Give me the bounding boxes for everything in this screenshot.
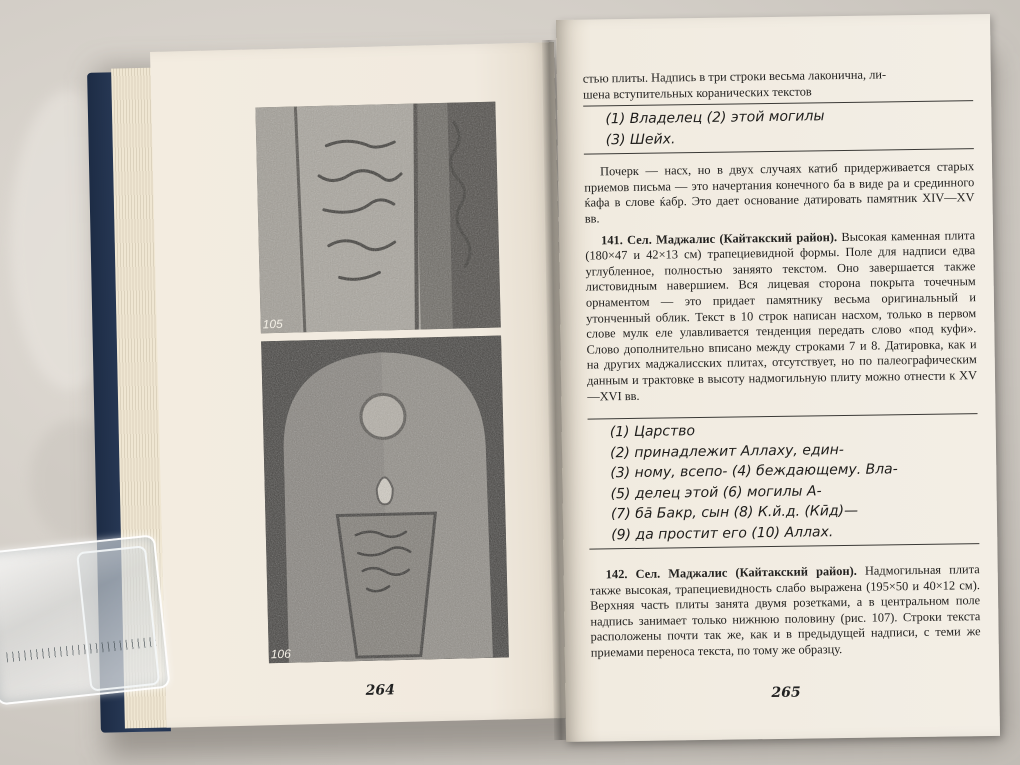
ruler-body [0,534,171,705]
paragraph-script: Почерк — насх, но в двух случаях катиб придерживается старых приемов письма — это начертания конечного ба в виде ра и срединного ќафа в слове ќабр. Это дает основание датировать памятник XIV—XV вв. [584,159,975,226]
inscription-2 [588,417,980,545]
entry-142-text: Надмогильная плита также высокая, трапециевидность слабо выражена (195×50 и 40×12 см). Верхняя часть плиты занята двумя розетками, а в центральном поле надпись занимает только нижнюю половину (рис. 107). Строки текста расположены почти так же, как и в предыдущей надписи, с теми же приемами переноса текста, по тому же образцу. [589,562,981,660]
page-number-265: 265 [771,684,801,702]
inscription-1 [583,104,974,150]
plastic-ruler [0,519,190,738]
left-page [150,42,570,728]
intro-line: стью плиты. Надпись в три строки весьма лаконична, ли- [582,67,887,86]
gravestone-photo-105-image [255,102,500,334]
gravestone-photo-106-image [261,336,509,664]
right-page-text [583,66,981,661]
photo-number-106: 106 [270,646,291,662]
page-number-264: 264 [365,682,396,699]
entry-141-heading: 141. Сел. Маджалис (Кайтакский район). [600,229,838,247]
intro-line: шена вступительных коранических текстов [582,84,812,102]
ruler-slot [76,545,160,692]
entry-142-heading: 142. Сел. Маджалис (Кайтакский район). [605,563,857,582]
inscription-line: (1) Владелец (2) этой могилы [605,108,825,128]
inscription-line: (5) делец этой (6) могилы А- [610,482,822,502]
gravestone-photo-106 [261,336,509,664]
entry-141 [585,228,977,405]
inscription-line: (3) Шейх. [605,131,676,149]
gravestone-photo-105 [255,102,500,334]
entry-142 [590,562,981,661]
inscription-line: (2) принадлежит Аллаху, един- [609,441,844,461]
inscription-line: (3) ному, всепо- (4) беждающему. Вла- [610,461,898,482]
inscription-line: (7) ба̄ Бакр, сын (8) К.й.д. (Кӣд)— [610,502,859,523]
inscription-line: (9) да простит его (10) Аллах. [611,523,834,543]
right-page [556,14,1000,742]
entry-141-text: Высокая каменная плита (180×47 и 42×13 см) трапециевидной формы. Поле для надписи едва углубленное, полностью заняято текстом. Оно завершается также листовидным навершием. Вся лицевая сторона покрыта точечным орнаментом — это придает памятнику весьма оригинальный и утонченный облик. Текст в 10 строк написан насхом, только в первом слове мулк еле улавливается тенденция передать слово «под куфи». Слово дополнительно вписано между строками 7 и 8. Датировка, как и на других маджалисских плитах, отсутствует, но по палеографическим данным и трактовке в высоту надмогильную плиту можно отнести к XV—XVI вв. [585,227,978,404]
photo-number-105: 105 [262,316,283,332]
inscription-line: (1) Царство [609,423,696,441]
